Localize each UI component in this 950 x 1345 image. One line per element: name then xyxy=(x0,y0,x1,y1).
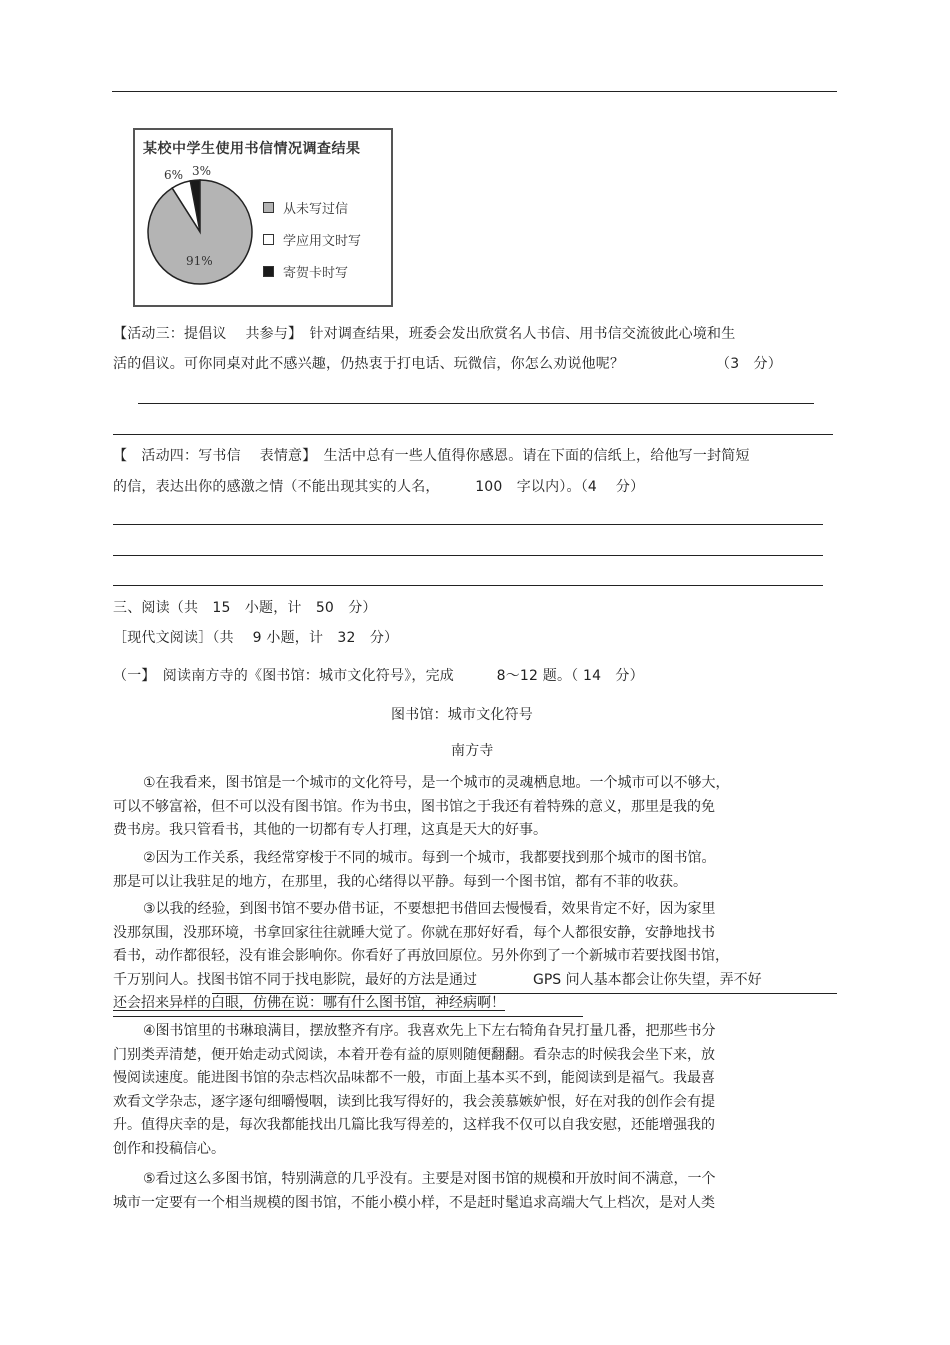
paragraph-5 xyxy=(113,1168,763,1215)
slice-label-1: 6% xyxy=(164,168,184,182)
legend-label: 学应用文时写 xyxy=(283,233,362,249)
para-line: 费书房。我只管看书，其他的一切都有专人打理，这真是天大的好事。 xyxy=(113,822,547,838)
slice-label-0: 91% xyxy=(186,254,213,268)
para-line: 升。值得庆幸的是，每次我都能找出几篇比我写得差的，这样我不仅可以自我安慰，还能增强我的 xyxy=(113,1117,715,1133)
underlined-sentence: 找图书馆不同于找电影院，最好的方法是通过 GPS 问人基本都会让你失望，弄不好 xyxy=(197,971,762,988)
para-line: 没那氛围，没那环境，书拿回家往往就睡大觉了。你就在那好好看，每个人都很安静，安静地找书 xyxy=(113,924,715,941)
letter-line-1[interactable] xyxy=(113,524,823,525)
legend-label: 从未写过信 xyxy=(283,201,349,217)
para-line: 那是可以让我驻足的地方，在那里，我的心绪得以平静。每到一个图书馆，都有不菲的收获。 xyxy=(113,873,687,890)
activity3-line1: 【活动三：提倡议 共参与】 针对调查结果，班委会发出欣赏名人书信、用书信交流彼此心境和生 xyxy=(113,326,736,342)
chart-title: 某校中学生使用书信情况调查结果 xyxy=(143,141,361,157)
letter-line-3[interactable] xyxy=(113,585,823,586)
article-title: 图书馆：城市文化符号 xyxy=(391,707,533,723)
paragraph-2 xyxy=(113,847,763,894)
underline-rule-2 xyxy=(113,1016,583,1017)
legend-swatch xyxy=(263,266,274,277)
para-line: ①在我看来，图书馆是一个城市的文化符号，是一个城市的灵魂栖息地。一个城市可以不够大， xyxy=(143,775,730,791)
para-line: ⑤看过这么多图书馆，特别满意的几乎没有。主要是对图书馆的规模和开放时间不满意，一个 xyxy=(143,1171,716,1187)
top-rule xyxy=(112,91,837,92)
activity4-line1: 【 活动四：写书信 表情意】 生活中总有一些人值得你感恩。请在下面的信纸上，给他写一封简短 xyxy=(113,448,750,464)
legend-item-2 xyxy=(263,262,348,280)
para-line: 城市一定要有一个相当规模的图书馆，不能小模小样，不是赶时髦追求高端大气上档次，是对人类 xyxy=(113,1194,715,1211)
section3-heading: 三、阅读（共 15 小题，计 50 分） xyxy=(113,600,377,616)
legend-swatch xyxy=(263,202,274,213)
legend-item-1 xyxy=(263,230,361,248)
legend-swatch xyxy=(263,234,274,245)
legend-label: 寄贺卡时写 xyxy=(283,265,349,281)
letter-line-2[interactable] xyxy=(113,555,823,556)
para-line: 慢阅读速度。能进图书馆的杂志档次品味都不一般，市面上基本买不到，能阅读到是福气。我最喜 xyxy=(113,1070,715,1086)
activity3-line2: 活的倡议。可你同桌对此不感兴趣，仍热衷于打电话、玩微信，你怎么劝说他呢？ xyxy=(113,356,625,372)
para-line: 看书，动作都很轻，没有谁会影响你。你看好了再放回原位。另外你到了一个新城市若要找图书馆， xyxy=(113,948,729,964)
survey-chart xyxy=(133,128,393,307)
answer-line-1[interactable] xyxy=(138,403,814,404)
para-line: ④图书馆里的书琳琅满目，摆放整齐有序。我喜欢先上下左右犄角旮旯打量几番，把那些书分 xyxy=(143,1023,716,1039)
activity3-score: （3 分） xyxy=(716,356,782,372)
underlined-sentence-end: 还会招来异样的白眼，仿佛在说：哪有什么图书馆，神经病啊！ xyxy=(113,995,505,1011)
para-line: 门别类弄清楚，便开始走动式阅读，本着开卷有益的原则随便翻翻。看杂志的时候我会坐下来，放 xyxy=(113,1046,715,1063)
underline-rule-1 xyxy=(212,993,837,994)
para-line xyxy=(113,969,763,993)
legend-item-0 xyxy=(263,198,348,216)
section3-part1: （一】 阅读南方寺的《图书馆：城市文化符号》，完成 8～12 题。（ 14 分） xyxy=(113,668,644,684)
section3-sub: ［现代文阅读］（共 9 小题，计 32 分） xyxy=(113,630,399,646)
paragraph-1 xyxy=(113,772,763,843)
paragraph-3 xyxy=(113,898,763,1016)
pie-slice-0 xyxy=(148,180,252,284)
article-author: 南方寺 xyxy=(451,743,494,759)
para-line: 欢看文学杂志，逐字逐句细嚼慢咽，读到比我写得好的，我会羡慕嫉妒恨，好在对我的创作会有提 xyxy=(113,1093,715,1110)
para-line: ③以我的经验，到图书馆不要办借书证，不要想把书借回去慢慢看，效果肯定不好，因为家里 xyxy=(143,901,716,917)
para-line-start: 千万别问人。 xyxy=(113,971,197,988)
paragraph-4 xyxy=(113,1020,763,1161)
answer-line-2[interactable] xyxy=(113,434,833,435)
para-line: 创作和投稿信心。 xyxy=(113,1140,225,1157)
para-line: 可以不够富裕，但不可以没有图书馆。作为书虫，图书馆之于我还有着特殊的意义，那里是我的免 xyxy=(113,798,715,815)
para-line: ②因为工作关系，我经常穿梭于不同的城市。每到一个城市，我都要找到那个城市的图书馆。 xyxy=(143,850,716,866)
activity4-line2: 的信，表达出你的感激之情（不能出现其实的人名， 100 字以内）。（4 分） xyxy=(113,479,645,495)
slice-label-2: 3% xyxy=(192,164,212,178)
